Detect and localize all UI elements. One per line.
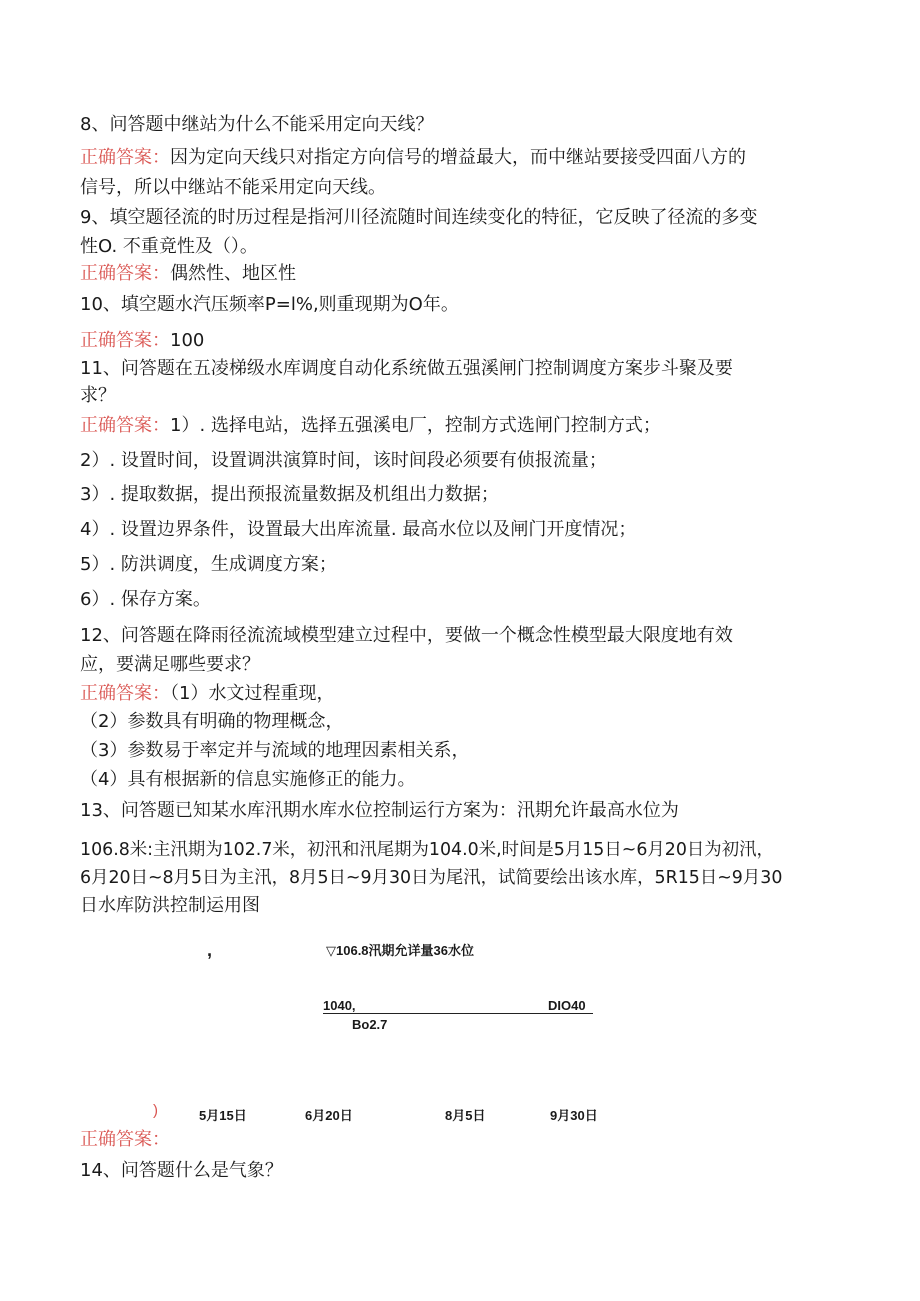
diagram-left-level: 1040, [323,998,356,1013]
q11-question-line: 11、问答题在五凌梯级水库调度自动化系统做五强溪闸门控制调度方案步斗聚及要 [80,358,733,379]
diagram-right-level: DIO40 [548,998,586,1013]
level-line [323,1013,593,1014]
q12-question-line: 12、问答题在降雨径流流域模型建立过程中，要做一个概念性模型最大限度地有效 [80,625,733,646]
q8-answer-line: 信号，所以中继站不能采用定向天线。 [80,177,386,198]
answer-label: 正确答案： [80,147,170,168]
answer-label: 正确答案： [80,683,170,704]
diagram-main-level: Bo2.7 [352,1017,388,1032]
q12-answer-line: （3）参数易于率定并与流域的地理因素相关系， [80,740,470,761]
answer-label: 正确答案： [80,330,170,351]
q11-answer-line: 6）. 保存方案。 [80,589,211,610]
q10-question: 10、填空题水汽压频率P=l%,则重现期为O年。 [80,294,459,315]
q9-question-line: 性O. 不重竟性及（）。 [80,236,258,257]
q11-answer-line: 5）. 防洪调度，生成调度方案； [80,554,337,575]
q9-question-line: 9、填空题径流的时历过程是指河川径流随时间连续变化的特征，它反映了径流的多变 [80,207,758,228]
answer-label: 正确答案： [80,415,170,436]
diagram-top-label: ▽106.8汛期允详量36水位 [326,943,474,958]
q11-answer-line: 2）. 设置时间，设置调洪演算时间，该时间段必须要有侦报流量； [80,450,607,471]
q13-question-line: 106.8米:主汛期为102.7米，初汛和汛尾期为104.0米,时间是5月15日~6月20日为初汛， [80,840,774,860]
q11-answer-line: 4）. 设置边界条件，设置最大出库流量. 最高水位以及闸门开度情况； [80,519,637,540]
q12-answer-line: （4）具有根据新的信息实施修正的能力。 [80,769,416,790]
q12-question-line: 应，要满足哪些要求？ [80,654,260,675]
q11-question-line: 求？ [80,385,116,406]
q8-answer-line: 因为定向天线只对指定方向信号的增益最大，而中继站要接受四面八方的 [170,147,746,168]
q10-answer [80,329,204,353]
q11-answer [80,414,661,438]
q10-answer-text: 100 [170,330,205,351]
q8-question: 8、问答题中继站为什么不能采用定向天线？ [80,114,434,135]
q14-question: 14、问答题什么是气象？ [80,1160,283,1181]
q11-answer-line: 3）. 提取数据，提出预报流量数据及机组出力数据； [80,484,499,505]
date-label: 9月30日 [550,1108,598,1123]
date-label: 5月15日 [199,1108,247,1123]
q8-answer [80,146,746,170]
q13-question-line: 日水库防洪控制运用图 [80,895,260,916]
q12-answer-line: （2）参数具有明确的物理概念， [80,711,344,732]
q9-answer [80,262,296,286]
q12-answer-text: （1）水文过程重现， [170,683,335,704]
date-label: 6月20日 [305,1108,353,1123]
date-label: 8月5日 [445,1108,486,1123]
answer-label: 正确答案： [80,1129,170,1150]
q12-answer [80,682,334,706]
q9-answer-text: 偶然性、地区性 [170,263,296,284]
q13-question-line: 13、问答题已知某水库汛期水库水位控制运行方案为：汛期允许最高水位为 [80,800,679,821]
q13-question-line: 6月20日~8月5日为主汛，8月5日~9月30日为尾汛，试简要绘出该水库，5R15日~9月30 [80,868,783,888]
q13-answer [80,1128,170,1152]
diagram-comma: , [207,940,213,960]
q11-answer-text: 1）. 选择电站，选择五强溪电厂，控制方式选闸门控制方式； [170,415,661,436]
answer-label: 正确答案： [80,263,170,284]
diagram-paren: ) [153,1102,158,1119]
